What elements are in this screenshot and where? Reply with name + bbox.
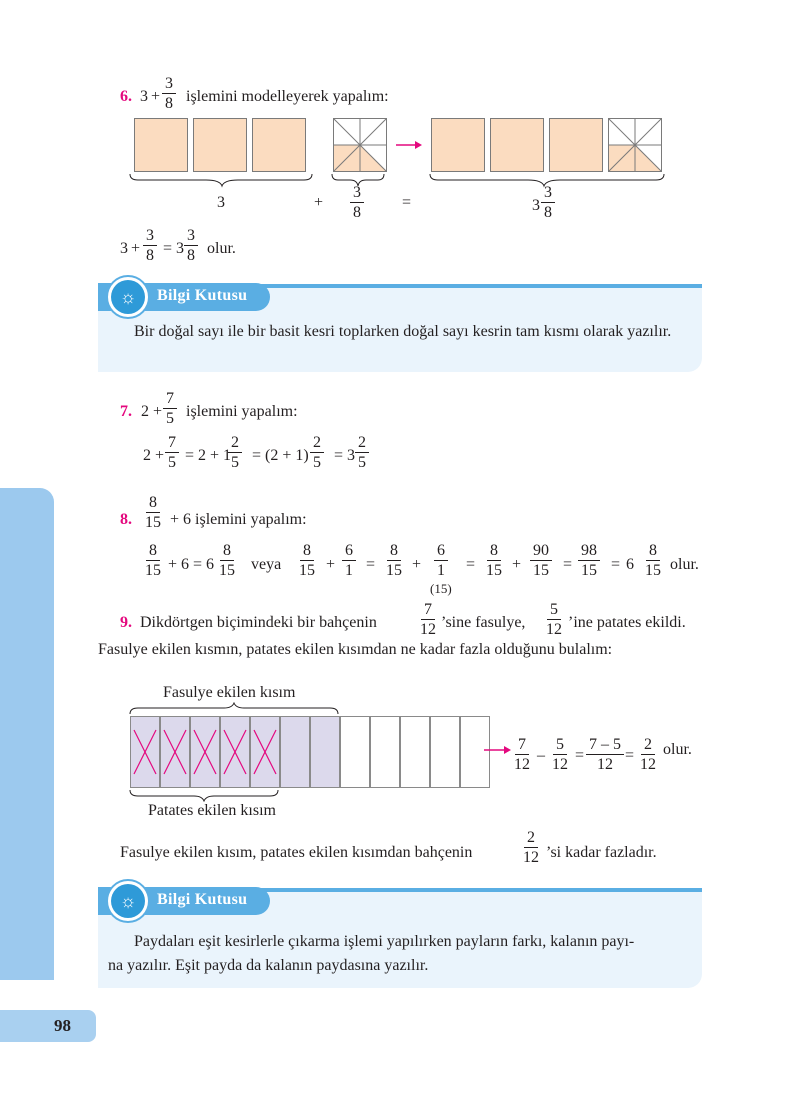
strip-cell [280, 716, 310, 788]
strip-cell [310, 716, 340, 788]
p9-r-d: $\frac{2}{12}$ [640, 736, 656, 773]
p8-b: $\frac{8}{15}$ [219, 542, 235, 579]
p7-line-a: 2 + [143, 447, 165, 464]
p7-line-eq3: = 3 [334, 447, 356, 464]
p8-whole: 6 [626, 556, 634, 573]
p9-r-eq2: = [625, 747, 635, 764]
p9-r-tail: olur. [663, 741, 692, 758]
p9-label-top: Fasulye ekilen kısım [163, 684, 296, 701]
p9-r-minus: – [537, 747, 545, 764]
p6-text: işlemini modelleyerek yapalım: [186, 88, 389, 105]
p6-lead: 3 [140, 88, 148, 105]
top-brace [128, 702, 340, 716]
page-number-tab [0, 1010, 96, 1042]
info-box-1-title: Bilgi Kutusu [157, 287, 248, 304]
braces [128, 172, 668, 188]
p6-label-3: 3 [217, 194, 225, 211]
bottom-brace [128, 788, 280, 802]
p9-text1: Dikdörtgen biçimindeki bir bahçenin [140, 614, 377, 631]
strip-cell [430, 716, 460, 788]
p6-label-eq: = [402, 194, 412, 211]
p9-conclusion-tail: ’si kadar fazladır. [546, 844, 657, 861]
p7-line-f2: $\frac{2}{5}$ [228, 433, 242, 472]
p7-text: işlemini yapalım: [186, 403, 298, 420]
p8-g: $\frac{8}{15}$ [486, 542, 502, 579]
info-box-2-line1: Paydaları eşit kesirlerle çıkarma işlemi yapılırken payların farkı, kalanın payı- [134, 933, 635, 950]
p8-tail: olur. [670, 556, 699, 573]
p8-d: $\frac{6}{1}$ [342, 541, 356, 580]
problem-7-number: 7. [120, 403, 132, 420]
p8-eq4: = [611, 556, 621, 573]
p6-result-plus: + [131, 240, 141, 257]
info-box-2-line2: na yazılır. Eşit payda da kalanın paydasına yazılır. [108, 957, 429, 974]
info-box-2-title: Bilgi Kutusu [157, 891, 248, 908]
whole-square [490, 118, 544, 172]
p6-result-tail: olur. [207, 240, 236, 257]
p8-plus2: + [412, 556, 422, 573]
p9-conclusion-fraction: $\frac{2}{12}$ [523, 829, 539, 866]
p8-eq3: = [563, 556, 573, 573]
strip-cell [370, 716, 400, 788]
p8-f-sub: (15) [430, 581, 452, 596]
p9-text3: ’ine patates ekildi. [568, 614, 686, 631]
p8-veya: veya [251, 556, 282, 573]
p9-r-c: $\frac{7 - 5}{12}$ [586, 735, 624, 774]
cross-marks [130, 716, 280, 788]
strip-cell [340, 716, 370, 788]
p7-line-f4: $\frac{2}{5}$ [355, 433, 369, 472]
p8-a-mid: + 6 = 6 [168, 556, 215, 573]
eighths-square [608, 118, 662, 172]
p9-r-eq1: = [575, 747, 585, 764]
p7-fraction: $\frac{7}{5}$ [163, 389, 177, 428]
problem-8-number: 8. [120, 511, 132, 528]
p8-eq1: = [366, 556, 376, 573]
p6-result-fraction: $\frac{3}{8}$ [143, 226, 157, 265]
p9-r-a: $\frac{7}{12}$ [514, 736, 530, 773]
page-number: 98 [54, 1016, 71, 1035]
p8-i: $\frac{98}{15}$ [578, 541, 600, 580]
p6-result-whole: 3 [176, 240, 184, 257]
p6-plus: + [151, 88, 161, 105]
p8-f: $\frac{6}{1}$ [434, 541, 448, 580]
p6-label-fraction: $\frac{3}{8}$ [350, 183, 364, 222]
p8-eq2: = [466, 556, 476, 573]
p9-r-b: $\frac{5}{12}$ [552, 736, 568, 773]
info-box-1-text: Bir doğal sayı ile bir basit kesri toplarken doğal sayı kesrin tam kısmı olarak yazılır. [134, 323, 672, 340]
p7-lead: 2 + [141, 403, 163, 420]
p9-conclusion: Fasulye ekilen kısım, patates ekilen kısımdan bahçenin [120, 844, 473, 861]
p8-c: $\frac{8}{15}$ [299, 542, 315, 579]
p7-line-f1: $\frac{7}{5}$ [165, 433, 179, 472]
problem-9-number: 9. [120, 614, 132, 631]
side-bar [0, 488, 54, 980]
p7-line-eq2: = (2 + 1) [252, 447, 309, 464]
p6-result-eq: = [163, 240, 173, 257]
p6-label-mixed-whole: 3 [532, 197, 540, 214]
p8-a: $\frac{8}{15}$ [145, 542, 161, 579]
p8-j: $\frac{8}{15}$ [645, 542, 661, 579]
p6-result-a: 3 [120, 240, 128, 257]
p7-line-f3: $\frac{2}{5}$ [310, 433, 324, 472]
p9-line2: Fasulye ekilen kısmın, patates ekilen kısımdan ne kadar fazla olduğunu bulalım: [98, 641, 613, 658]
p7-line-eq1: = 2 + 1 [185, 447, 232, 464]
arrow-right-icon [396, 140, 422, 150]
whole-square [549, 118, 603, 172]
p6-label-plus: + [314, 194, 324, 211]
whole-square [431, 118, 485, 172]
p8-plus3: + [512, 556, 522, 573]
p8-fraction: $\frac{8}{15}$ [145, 494, 161, 531]
p9-f1: $\frac{7}{12}$ [420, 601, 436, 638]
lightbulb-book-icon: ☼ [106, 879, 150, 923]
p8-e: $\frac{8}{15}$ [386, 542, 402, 579]
p8-text: + 6 işlemini yapalım: [170, 511, 307, 528]
problem-6-number: 6. [120, 88, 132, 105]
whole-square [193, 118, 247, 172]
p9-text2: ’sine fasulye, [441, 614, 526, 631]
p6-result-mixed-fraction: $\frac{3}{8}$ [184, 226, 198, 265]
p6-label-mixed-fraction: $\frac{3}{8}$ [541, 183, 555, 222]
p9-label-bottom: Patates ekilen kısım [148, 802, 276, 819]
strip-cell [400, 716, 430, 788]
p6-fraction: $\frac{3}{8}$ [162, 74, 176, 113]
p8-plus1: + [326, 556, 336, 573]
whole-square [252, 118, 306, 172]
arrow-right-icon [484, 745, 512, 755]
lightbulb-book-icon: ☼ [106, 275, 150, 319]
whole-square [134, 118, 188, 172]
p8-h: $\frac{90}{15}$ [530, 541, 552, 580]
eighths-square [333, 118, 387, 172]
p9-f2: $\frac{5}{12}$ [546, 601, 562, 638]
